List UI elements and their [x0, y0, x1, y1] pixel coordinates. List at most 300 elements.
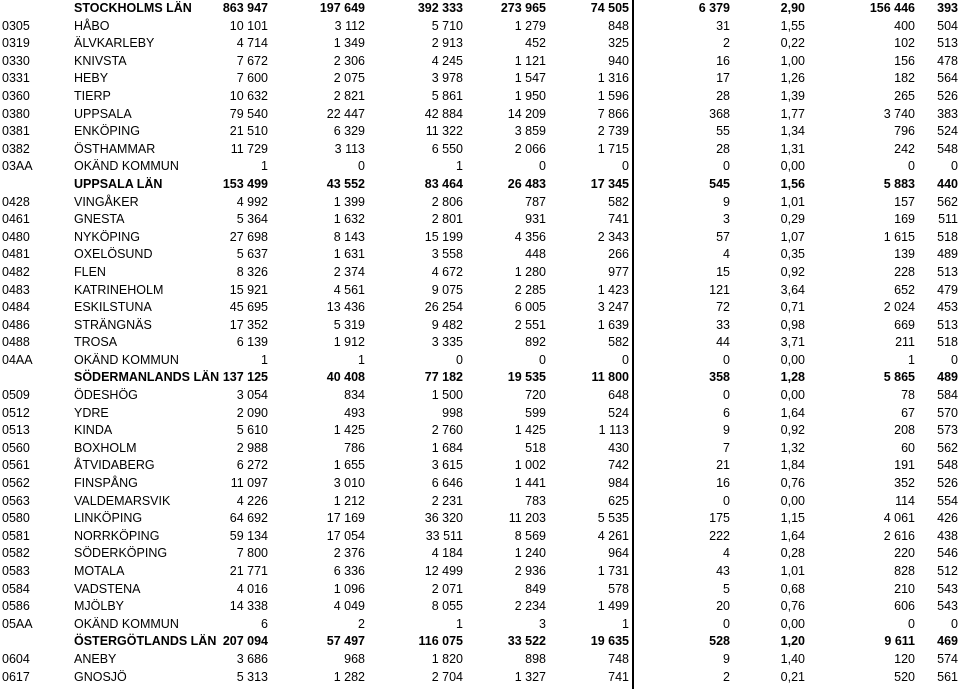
value-cell-col4: 1 950 — [514, 88, 546, 103]
value-cell-col4: 1 327 — [514, 669, 546, 684]
table-row — [0, 669, 960, 687]
municipality-code: 0331 — [2, 71, 30, 86]
value-cell-col2: 2 075 — [333, 71, 365, 86]
value-cell-col2: 2 376 — [333, 546, 365, 561]
value-cell-col3: 3 978 — [431, 71, 463, 86]
county-name: STOCKHOLMS LÄN — [74, 1, 192, 15]
value-cell-col7: 0,92 — [780, 423, 805, 438]
table-row — [0, 528, 960, 546]
value-cell-col3: 6 646 — [431, 476, 463, 491]
municipality-name: TIERP — [74, 88, 111, 103]
value-cell-col3: 4 245 — [431, 53, 463, 68]
municipality-code: 0360 — [2, 88, 30, 103]
municipality-name: KINDA — [74, 423, 113, 438]
value-cell-col5: 524 — [608, 405, 629, 420]
value-cell-col5: 1 — [622, 616, 629, 631]
value-cell-col4: 3 859 — [514, 124, 546, 139]
value-cell-col7: 0,92 — [780, 264, 805, 279]
value-cell-col7: 1,28 — [780, 370, 805, 385]
value-cell-col8: 242 — [894, 141, 915, 156]
value-cell-col1: 11 729 — [230, 141, 268, 156]
municipality-name: LINKÖPING — [74, 511, 143, 526]
value-cell-col2: 197 649 — [319, 1, 365, 15]
value-cell-col7: 1,26 — [780, 71, 805, 86]
value-cell-col2: 1 631 — [333, 247, 365, 262]
table-row — [0, 493, 960, 511]
municipality-code: 0330 — [2, 53, 30, 68]
value-cell-col9: 548 — [937, 458, 958, 473]
value-cell-col3: 2 071 — [431, 581, 463, 596]
value-cell-col3: 9 482 — [431, 317, 463, 332]
municipality-name: NYKÖPING — [74, 229, 140, 244]
value-cell-col4: 33 522 — [507, 634, 546, 649]
value-cell-col1: 3 686 — [236, 651, 268, 666]
value-cell-col6: 57 — [716, 229, 730, 244]
table-row — [0, 440, 960, 458]
value-cell-col2: 57 497 — [326, 634, 365, 649]
value-cell-col2: 1 912 — [333, 335, 365, 350]
value-cell-col5: 964 — [608, 546, 629, 561]
value-cell-col5: 984 — [608, 476, 629, 491]
value-cell-col5: 2 739 — [597, 124, 629, 139]
municipality-name: STRÄNGNÄS — [74, 317, 152, 332]
value-cell-col3: 8 055 — [431, 599, 463, 614]
value-cell-col8: 211 — [895, 335, 915, 350]
value-cell-col5: 17 345 — [590, 176, 629, 191]
value-cell-col6: 6 379 — [698, 1, 730, 15]
value-cell-col6: 4 — [723, 546, 730, 561]
value-cell-col2: 2 374 — [333, 264, 365, 279]
value-cell-col3: 1 500 — [431, 388, 463, 403]
value-cell-col6: 16 — [716, 476, 730, 491]
municipality-code: 0319 — [2, 36, 30, 51]
municipality-code: 0561 — [2, 458, 30, 473]
value-cell-col6: 121 — [709, 282, 730, 297]
value-cell-col1: 59 134 — [229, 528, 268, 543]
value-cell-col3: 11 322 — [425, 124, 463, 139]
value-cell-col8: 652 — [894, 282, 915, 297]
value-cell-col1: 15 921 — [229, 282, 268, 297]
value-cell-col1: 207 094 — [222, 634, 268, 649]
value-cell-col2: 4 049 — [333, 599, 365, 614]
municipality-code: 0483 — [2, 282, 30, 297]
value-cell-col3: 1 684 — [431, 440, 463, 455]
value-cell-col8: 3 740 — [883, 106, 915, 121]
value-cell-col9: 570 — [937, 405, 958, 420]
value-cell-col9: 573 — [937, 423, 958, 438]
value-cell-col7: 1,00 — [780, 53, 805, 68]
value-cell-col5: 0 — [622, 352, 629, 367]
value-cell-col6: 0 — [723, 493, 730, 508]
value-cell-col4: 3 — [539, 616, 546, 631]
value-cell-col9: 512 — [937, 564, 958, 578]
municipality-name: HEBY — [74, 71, 109, 86]
value-cell-col9: 554 — [937, 493, 958, 508]
value-cell-col9: 562 — [937, 440, 958, 455]
value-cell-col4: 518 — [525, 440, 546, 455]
value-cell-col3: 9 075 — [431, 282, 463, 297]
value-cell-col1: 4 714 — [236, 36, 268, 51]
value-cell-col8: 4 061 — [883, 511, 915, 526]
value-cell-col1: 45 695 — [229, 300, 268, 315]
value-cell-col1: 21 510 — [229, 124, 268, 139]
value-cell-col3: 998 — [442, 405, 463, 420]
value-cell-col6: 2 — [723, 669, 730, 684]
county-total-row — [0, 633, 960, 651]
value-cell-col5: 748 — [608, 651, 629, 666]
value-cell-col4: 1 441 — [514, 476, 546, 491]
value-cell-col5: 1 423 — [597, 282, 629, 297]
municipality-code: 0583 — [2, 564, 30, 578]
value-cell-col4: 2 066 — [514, 141, 546, 156]
municipality-name: SÖDERKÖPING — [74, 546, 168, 561]
value-cell-col5: 848 — [608, 18, 629, 33]
value-cell-col8: 67 — [901, 405, 915, 420]
value-cell-col7: 1,01 — [780, 564, 805, 578]
value-cell-col3: 1 — [456, 159, 463, 174]
municipality-name: OXELÖSUND — [74, 247, 153, 262]
value-cell-col3: 36 320 — [424, 511, 463, 526]
value-cell-col2: 786 — [344, 440, 365, 455]
value-cell-col8: 102 — [894, 36, 915, 51]
value-cell-col1: 14 338 — [229, 599, 268, 614]
value-cell-col6: 21 — [716, 458, 730, 473]
value-cell-col9: 440 — [937, 176, 958, 191]
value-cell-col6: 16 — [716, 53, 730, 68]
value-cell-col3: 12 499 — [424, 564, 463, 578]
value-cell-col7: 3,71 — [780, 335, 805, 350]
municipality-code: 0305 — [2, 18, 30, 33]
value-cell-col3: 77 182 — [424, 370, 463, 385]
municipality-code: 0512 — [2, 405, 30, 420]
value-cell-col8: 139 — [894, 247, 915, 262]
value-cell-col4: 1 425 — [514, 423, 546, 438]
municipality-code: 0382 — [2, 141, 30, 156]
value-cell-col6: 545 — [709, 176, 730, 191]
value-cell-col5: 625 — [608, 493, 629, 508]
value-cell-col6: 9 — [723, 194, 730, 209]
value-cell-col4: 599 — [525, 405, 546, 420]
value-cell-col4: 849 — [525, 581, 546, 596]
value-cell-col8: 156 — [894, 53, 915, 68]
value-cell-col9: 0 — [951, 352, 958, 367]
municipality-name: ÄLVKARLEBY — [74, 36, 155, 51]
value-cell-col5: 266 — [608, 247, 629, 262]
value-cell-col4: 0 — [539, 159, 546, 174]
municipality-code: 0562 — [2, 476, 30, 491]
value-cell-col9: 478 — [937, 53, 958, 68]
value-cell-col7: 0,00 — [780, 159, 805, 174]
value-cell-col1: 79 540 — [229, 106, 268, 121]
value-cell-col8: 400 — [894, 18, 915, 33]
value-cell-col3: 42 884 — [424, 106, 463, 121]
value-cell-col1: 6 139 — [236, 335, 268, 350]
value-cell-col6: 3 — [723, 212, 730, 227]
value-cell-col1: 21 771 — [229, 564, 268, 578]
value-cell-col2: 22 447 — [326, 106, 365, 121]
value-cell-col6: 6 — [723, 405, 730, 420]
value-cell-col9: 469 — [937, 634, 958, 649]
value-cell-col4: 273 965 — [500, 1, 546, 15]
municipality-name: OKÄND KOMMUN — [74, 159, 179, 174]
table-row — [0, 211, 960, 229]
value-cell-col1: 27 698 — [229, 229, 268, 244]
value-cell-col2: 17 169 — [326, 511, 365, 526]
value-cell-col7: 0,98 — [780, 317, 805, 332]
table-row — [0, 264, 960, 282]
value-cell-col2: 3 113 — [334, 141, 365, 156]
value-cell-col7: 0,00 — [780, 493, 805, 508]
value-cell-col1: 1 — [261, 352, 268, 367]
value-cell-col4: 2 936 — [514, 564, 546, 578]
value-cell-col5: 19 635 — [590, 634, 629, 649]
table-row — [0, 299, 960, 317]
value-cell-col2: 1 212 — [333, 493, 365, 508]
table-row — [0, 53, 960, 71]
value-cell-col9: 426 — [937, 511, 958, 526]
value-cell-col6: 31 — [716, 18, 730, 33]
municipality-code: 0488 — [2, 335, 30, 350]
table-row — [0, 616, 960, 634]
value-cell-col6: 17 — [716, 71, 730, 86]
value-cell-col2: 1 399 — [333, 194, 365, 209]
value-cell-col4: 898 — [525, 651, 546, 666]
value-cell-col8: 0 — [908, 159, 915, 174]
value-cell-col7: 1,34 — [780, 124, 805, 139]
value-cell-col8: 828 — [894, 564, 915, 578]
value-cell-col8: 352 — [894, 476, 915, 491]
value-cell-col3: 3 335 — [431, 335, 463, 350]
municipality-code: 0582 — [2, 546, 30, 561]
municipality-code: 0381 — [2, 124, 30, 139]
value-cell-col3: 2 913 — [431, 36, 463, 51]
value-cell-col7: 0,22 — [780, 36, 805, 51]
value-cell-col9: 584 — [937, 388, 958, 403]
value-cell-col4: 892 — [525, 335, 546, 350]
value-cell-col8: 1 — [908, 352, 915, 367]
value-cell-col1: 5 313 — [236, 669, 268, 684]
value-cell-col5: 3 247 — [597, 300, 629, 315]
value-cell-col6: 7 — [723, 440, 730, 455]
table-row — [0, 598, 960, 616]
value-cell-col9: 518 — [937, 335, 958, 350]
value-cell-col2: 1 425 — [333, 423, 365, 438]
value-cell-col1: 8 326 — [236, 264, 268, 279]
value-cell-col8: 220 — [894, 546, 915, 561]
value-cell-col1: 17 352 — [229, 317, 268, 332]
municipality-code: 0617 — [2, 669, 30, 684]
table-row — [0, 35, 960, 53]
value-cell-col6: 0 — [723, 159, 730, 174]
value-cell-col4: 783 — [525, 493, 546, 508]
value-cell-col7: 0,28 — [780, 546, 805, 561]
municipality-code: 0584 — [2, 581, 30, 596]
value-cell-col7: 1,40 — [780, 651, 805, 666]
table-row — [0, 282, 960, 300]
value-cell-col1: 4 226 — [236, 493, 268, 508]
value-cell-col1: 10 632 — [229, 88, 268, 103]
municipality-code: 0461 — [2, 212, 30, 227]
value-cell-col9: 438 — [937, 528, 958, 543]
value-cell-col9: 543 — [937, 599, 958, 614]
value-cell-col1: 64 692 — [229, 511, 268, 526]
value-cell-col8: 210 — [894, 581, 915, 596]
table-row — [0, 405, 960, 423]
value-cell-col5: 1 113 — [598, 423, 629, 438]
value-cell-col2: 834 — [344, 388, 365, 403]
value-cell-col6: 528 — [709, 634, 730, 649]
value-cell-col5: 582 — [608, 194, 629, 209]
value-cell-col9: 511 — [938, 212, 958, 227]
municipality-code: 05AA — [2, 616, 33, 631]
value-cell-col9: 393 — [937, 1, 958, 15]
value-cell-col5: 430 — [608, 440, 629, 455]
value-cell-col3: 392 333 — [417, 1, 463, 15]
municipality-name: ESKILSTUNA — [74, 300, 152, 315]
value-cell-col8: 182 — [894, 71, 915, 86]
value-cell-col1: 137 125 — [222, 370, 268, 385]
value-cell-col6: 20 — [716, 599, 730, 614]
value-cell-col3: 1 820 — [431, 651, 463, 666]
table-row — [0, 106, 960, 124]
table-row — [0, 18, 960, 36]
table-row — [0, 88, 960, 106]
table-row — [0, 194, 960, 212]
county-total-row — [0, 176, 960, 194]
table-row — [0, 158, 960, 176]
value-cell-col7: 0,71 — [780, 300, 805, 315]
value-cell-col1: 4 016 — [236, 581, 268, 596]
value-cell-col1: 7 800 — [236, 546, 268, 561]
value-cell-col9: 526 — [937, 88, 958, 103]
table-row — [0, 352, 960, 370]
municipality-name: OKÄND KOMMUN — [74, 616, 179, 631]
value-cell-col2: 8 143 — [333, 229, 365, 244]
municipality-name: TROSA — [74, 335, 118, 350]
value-cell-col4: 4 356 — [514, 229, 546, 244]
value-cell-col9: 453 — [937, 300, 958, 315]
value-cell-col3: 26 254 — [424, 300, 463, 315]
value-cell-col2: 13 436 — [326, 300, 365, 315]
value-cell-col1: 3 054 — [236, 388, 268, 403]
value-cell-col2: 493 — [344, 405, 365, 420]
value-cell-col1: 2 090 — [236, 405, 268, 420]
value-cell-col4: 931 — [525, 212, 546, 227]
value-cell-col9: 548 — [937, 141, 958, 156]
value-cell-col1: 5 364 — [236, 212, 268, 227]
value-cell-col8: 796 — [894, 124, 915, 139]
value-cell-col7: 0,76 — [780, 599, 805, 614]
value-cell-col4: 452 — [525, 36, 546, 51]
table-row — [0, 651, 960, 669]
value-cell-col1: 10 101 — [229, 18, 268, 33]
value-cell-col9: 543 — [937, 581, 958, 596]
value-cell-col9: 526 — [937, 476, 958, 491]
value-cell-col5: 1 499 — [597, 599, 629, 614]
table-row — [0, 123, 960, 141]
value-cell-col8: 5 883 — [883, 176, 915, 191]
value-cell-col2: 1 632 — [333, 212, 365, 227]
value-cell-col7: 0,00 — [780, 388, 805, 403]
municipality-name: FINSPÅNG — [74, 476, 138, 491]
value-cell-col8: 669 — [894, 317, 915, 332]
value-cell-col9: 0 — [951, 616, 958, 631]
value-cell-col5: 742 — [608, 458, 629, 473]
value-cell-col6: 44 — [716, 335, 730, 350]
value-cell-col1: 863 947 — [222, 1, 268, 15]
value-cell-col4: 14 209 — [507, 106, 546, 121]
value-cell-col6: 0 — [723, 352, 730, 367]
value-cell-col2: 40 408 — [326, 370, 365, 385]
value-cell-col5: 2 343 — [597, 229, 629, 244]
value-cell-col5: 325 — [608, 36, 629, 51]
value-cell-col5: 648 — [608, 388, 629, 403]
value-cell-col3: 2 760 — [431, 423, 463, 438]
county-total-row — [0, 369, 960, 387]
value-cell-col7: 1,20 — [780, 634, 805, 649]
value-cell-col5: 7 866 — [597, 106, 629, 121]
value-cell-col7: 1,01 — [780, 194, 805, 209]
value-cell-col8: 120 — [894, 651, 915, 666]
county-total-row — [0, 0, 960, 18]
value-cell-col6: 15 — [716, 264, 730, 279]
column-divider — [632, 0, 634, 689]
value-cell-col2: 3 112 — [334, 18, 365, 33]
value-cell-col8: 0 — [908, 616, 915, 631]
municipality-code: 0604 — [2, 651, 30, 666]
value-cell-col5: 1 639 — [597, 317, 629, 332]
value-cell-col8: 114 — [895, 493, 915, 508]
value-cell-col7: 1,77 — [780, 106, 805, 121]
value-cell-col2: 43 552 — [326, 176, 365, 191]
value-cell-col2: 1 282 — [333, 669, 365, 684]
value-cell-col9: 562 — [937, 194, 958, 209]
value-cell-col7: 0,00 — [780, 352, 805, 367]
value-cell-col8: 265 — [894, 88, 915, 103]
value-cell-col8: 5 865 — [883, 370, 915, 385]
value-cell-col9: 383 — [937, 106, 958, 121]
value-cell-col7: 1,15 — [780, 511, 805, 526]
value-cell-col9: 479 — [937, 282, 958, 297]
value-cell-col3: 4 672 — [431, 264, 463, 279]
value-cell-col7: 0,21 — [780, 669, 805, 684]
value-cell-col7: 0,35 — [780, 247, 805, 262]
value-cell-col2: 4 561 — [333, 282, 365, 297]
municipality-name: VADSTENA — [74, 581, 141, 596]
value-cell-col4: 1 280 — [514, 264, 546, 279]
municipality-code: 0428 — [2, 194, 30, 209]
county-name: SÖDERMANLANDS LÄN — [74, 370, 220, 385]
value-cell-col6: 9 — [723, 651, 730, 666]
value-cell-col4: 2 551 — [514, 317, 546, 332]
value-cell-col3: 83 464 — [424, 176, 463, 191]
value-cell-col5: 74 505 — [590, 1, 629, 15]
table-row — [0, 510, 960, 528]
value-cell-col8: 157 — [894, 194, 915, 209]
table-row — [0, 229, 960, 247]
table-row — [0, 457, 960, 475]
value-cell-col7: 0,29 — [780, 212, 805, 227]
value-cell-col4: 26 483 — [507, 176, 546, 191]
value-cell-col2: 17 054 — [326, 528, 365, 543]
municipality-code: 0513 — [2, 423, 30, 438]
municipality-name: BOXHOLM — [74, 440, 137, 455]
value-cell-col9: 513 — [937, 317, 958, 332]
value-cell-col8: 9 611 — [884, 634, 915, 649]
value-cell-col5: 1 596 — [597, 88, 629, 103]
value-cell-col1: 1 — [261, 159, 268, 174]
municipality-code: 04AA — [2, 352, 33, 367]
